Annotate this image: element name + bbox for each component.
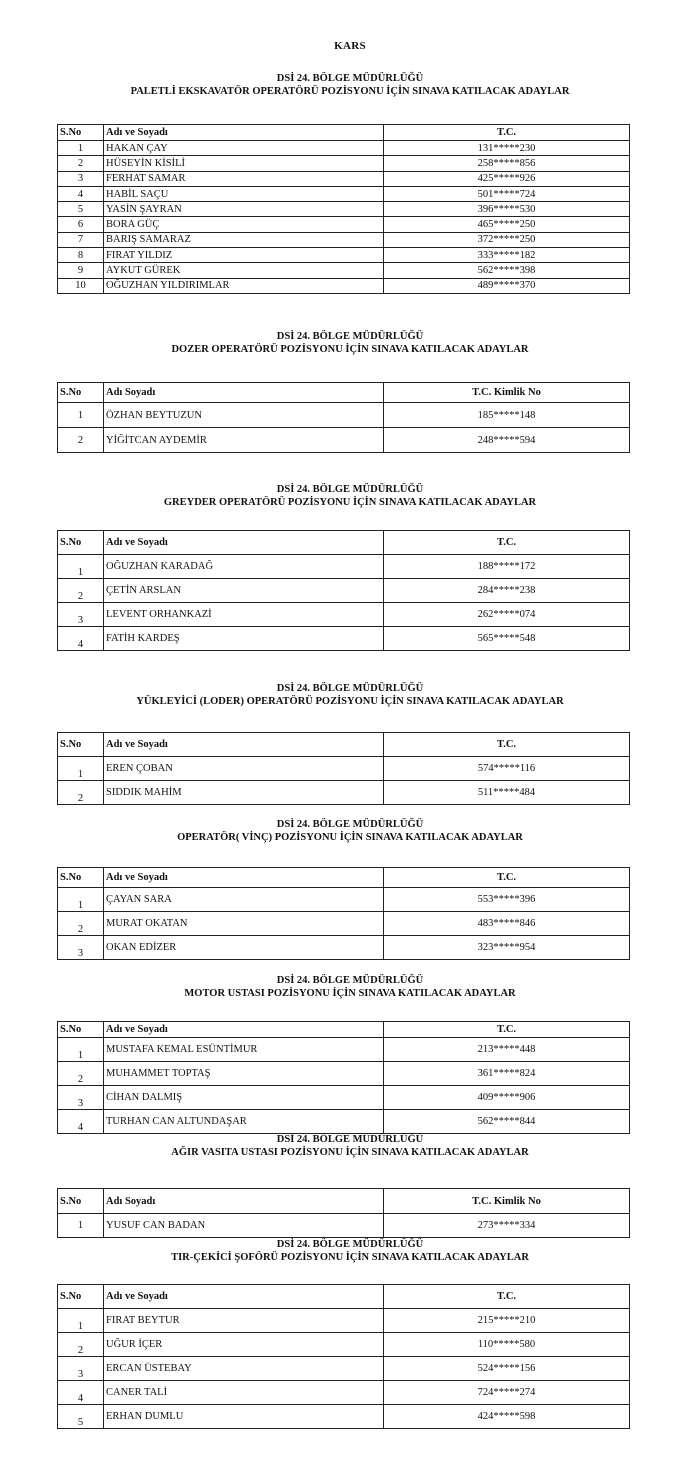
candidate-id: 262*****074 [384,603,630,627]
page-title: KARS [334,40,366,52]
section-authority: DSİ 24. BÖLGE MÜDÜRLÜĞÜ [276,1239,424,1250]
row-number: 7 [58,232,104,247]
section-authority: DSİ 24. BÖLGE MÜDÜRLÜĞÜ [276,819,424,830]
row-number: 1 [58,888,104,912]
table-row [58,1405,630,1429]
row-number: 6 [58,217,104,232]
candidate-name: MUSTAFA KEMAL ESÜNTİMUR [104,1038,384,1062]
column-header-no: S.No [58,125,104,141]
candidate-table [57,867,630,960]
table-row [58,1086,630,1110]
candidate-name: OKAN EDİZER [104,936,384,960]
section-authority: DSİ 24. BÖLGE MÜDÜRLÜĞÜ [276,484,424,495]
table-row [58,202,630,217]
section-authority: DSİ 24. BÖLGE MÜDÜRLÜĞÜ [276,975,424,986]
candidate-name: UĞUR İÇER [104,1333,384,1357]
candidate-id: 273*****334 [384,1214,630,1238]
candidate-id: 425*****926 [384,171,630,186]
table-header-row [58,125,630,141]
table-header-row [58,1022,630,1038]
column-header-name: Adı ve Soyadı [104,531,384,555]
column-header-name: Adı ve Soyadı [104,1022,384,1038]
section-heading [0,974,700,1000]
table-row [58,1309,630,1333]
table-row [58,428,630,453]
row-number: 1 [58,141,104,156]
table-row [58,1357,630,1381]
row-number: 3 [58,936,104,960]
table-row [58,1038,630,1062]
column-header-no: S.No [58,868,104,888]
section-authority: DSİ 24. BÖLGE MÜDÜRLÜĞÜ [276,1134,424,1145]
candidate-id: 213*****448 [384,1038,630,1062]
candidate-name: YİĞİTCAN AYDEMİR [104,428,384,453]
table-row [58,156,630,171]
row-number: 4 [58,627,104,651]
row-number: 1 [58,1309,104,1333]
table-row [58,1062,630,1086]
row-number: 2 [58,781,104,805]
row-number: 2 [58,428,104,453]
table-row [58,217,630,232]
candidate-name: FATİH KARDEŞ [104,627,384,651]
column-header-name: Adı ve Soyadı [104,868,384,888]
column-header-no: S.No [58,531,104,555]
column-header-tc: T.C. Kimlik No [384,1189,630,1214]
section-heading [0,1133,700,1159]
section-position-title: TIR-ÇEKİCİ ŞOFÖRÜ POZİSYONU İÇİN SINAVA KATILACAK ADAYLAR [171,1252,529,1263]
candidate-id: 323*****954 [384,936,630,960]
table-row [58,232,630,247]
table-row [58,1110,630,1134]
candidate-name: CİHAN DALMIŞ [104,1086,384,1110]
candidate-name: FIRAT YILDIZ [104,248,384,263]
column-header-name: Adı ve Soyadı [104,733,384,757]
section-position-title: DOZER OPERATÖRÜ POZİSYONU İÇİN SINAVA KATILACAK ADAYLAR [171,344,529,355]
candidate-id: 465*****250 [384,217,630,232]
section-position-title: YÜKLEYİCİ (LODER) OPERATÖRÜ POZİSYONU İÇİN SINAVA KATILACAK ADAYLAR [136,696,564,707]
column-header-no: S.No [58,733,104,757]
section-position-title: AĞIR VASITA USTASI POZİSYONU İÇİN SINAVA KATILACAK ADAYLAR [171,1147,529,1158]
candidate-name: TURHAN CAN ALTUNDAŞAR [104,1110,384,1134]
candidate-id: 483*****846 [384,912,630,936]
candidate-table [57,124,630,294]
section-heading [0,483,700,509]
candidate-id: 248*****594 [384,428,630,453]
column-header-no: S.No [58,1022,104,1038]
candidate-name: ERCAN ÜSTEBAY [104,1357,384,1381]
row-number: 1 [58,555,104,579]
table-header-row [58,733,630,757]
table-row [58,278,630,293]
candidate-id: 524*****156 [384,1357,630,1381]
candidate-name: YUSUF CAN BADAN [104,1214,384,1238]
candidate-id: 185*****148 [384,403,630,428]
table-row [58,781,630,805]
section-position-title: PALETLİ EKSKAVATÖR OPERATÖRÜ POZİSYONU İÇİN SINAVA KATILACAK ADAYLAR [130,86,570,97]
candidate-name: FIRAT BEYTUR [104,1309,384,1333]
table-header-row [58,1285,630,1309]
candidate-id: 574*****116 [384,757,630,781]
column-header-tc: T.C. [384,531,630,555]
candidate-id: 511*****484 [384,781,630,805]
candidate-name: OĞUZHAN YILDIRIMLAR [104,278,384,293]
column-header-tc: T.C. [384,868,630,888]
row-number: 4 [58,1381,104,1405]
column-header-tc: T.C. Kimlik No [384,383,630,403]
row-number: 4 [58,186,104,201]
row-number: 1 [58,757,104,781]
section-heading [0,818,700,844]
candidate-table [57,1188,630,1238]
candidate-id: 131*****230 [384,141,630,156]
candidate-id: 562*****844 [384,1110,630,1134]
candidate-id: 188*****172 [384,555,630,579]
candidate-id: 258*****856 [384,156,630,171]
section-position-title: OPERATÖR( VİNÇ) POZİSYONU İÇİN SINAVA KATILACAK ADAYLAR [177,832,523,843]
candidate-table [57,732,630,805]
candidate-id: 424*****598 [384,1405,630,1429]
row-number: 3 [58,1357,104,1381]
candidate-name: CANER TALİ [104,1381,384,1405]
column-header-name: Adı ve Soyadı [104,1285,384,1309]
candidate-id: 724*****274 [384,1381,630,1405]
candidate-table [57,1021,630,1134]
row-number: 1 [58,1214,104,1238]
column-header-tc: T.C. [384,125,630,141]
table-row [58,248,630,263]
candidate-name: AYKUT GÜREK [104,263,384,278]
row-number: 1 [58,1038,104,1062]
section-authority: DSİ 24. BÖLGE MÜDÜRLÜĞÜ [276,683,424,694]
candidate-name: MURAT OKATAN [104,912,384,936]
table-row [58,888,630,912]
section-heading [0,330,700,356]
section-heading [0,682,700,708]
candidate-id: 333*****182 [384,248,630,263]
row-number: 2 [58,579,104,603]
row-number: 8 [58,248,104,263]
table-row [58,403,630,428]
candidate-name: ÇETİN ARSLAN [104,579,384,603]
candidate-id: 553*****396 [384,888,630,912]
table-header-row [58,383,630,403]
column-header-name: Adı Soyadı [104,1189,384,1214]
row-number: 9 [58,263,104,278]
row-number: 5 [58,202,104,217]
table-row [58,1214,630,1238]
candidate-name: YASİN ŞAYRAN [104,202,384,217]
table-header-row [58,1189,630,1214]
row-number: 2 [58,1333,104,1357]
candidate-id: 110*****580 [384,1333,630,1357]
section-heading [0,72,700,98]
column-header-no: S.No [58,1285,104,1309]
table-row [58,171,630,186]
candidate-name: EREN ÇOBAN [104,757,384,781]
section-position-title: GREYDER OPERATÖRÜ POZİSYONU İÇİN SINAVA KATILACAK ADAYLAR [163,497,537,508]
table-row [58,603,630,627]
table-row [58,263,630,278]
candidate-name: BARIŞ SAMARAZ [104,232,384,247]
candidate-name: ERHAN DUMLU [104,1405,384,1429]
table-header-row [58,531,630,555]
candidate-name: HABİL SAÇU [104,186,384,201]
candidate-name: FERHAT SAMAR [104,171,384,186]
row-number: 10 [58,278,104,293]
candidate-name: SIDDIK MAHİM [104,781,384,805]
section-heading [0,1238,700,1264]
table-row [58,936,630,960]
section-authority: DSİ 24. BÖLGE MÜDÜRLÜĞÜ [276,73,424,84]
table-row [58,757,630,781]
column-header-name: Adı Soyadı [104,383,384,403]
row-number: 5 [58,1405,104,1429]
candidate-name: HAKAN ÇAY [104,141,384,156]
candidate-table [57,530,630,651]
section-authority: DSİ 24. BÖLGE MÜDÜRLÜĞÜ [276,331,424,342]
table-row [58,141,630,156]
candidate-name: LEVENT ORHANKAZİ [104,603,384,627]
table-row [58,912,630,936]
candidate-name: BORA GÜÇ [104,217,384,232]
candidate-id: 215*****210 [384,1309,630,1333]
row-number: 2 [58,1062,104,1086]
candidate-id: 562*****398 [384,263,630,278]
table-row [58,579,630,603]
column-header-no: S.No [58,1189,104,1214]
candidate-name: ÇAYAN SARA [104,888,384,912]
candidate-name: HÜSEYİN KİSİLİ [104,156,384,171]
candidate-id: 361*****824 [384,1062,630,1086]
row-number: 1 [58,403,104,428]
candidate-id: 489*****370 [384,278,630,293]
candidate-id: 565*****548 [384,627,630,651]
column-header-tc: T.C. [384,1022,630,1038]
candidate-id: 409*****906 [384,1086,630,1110]
row-number: 3 [58,171,104,186]
candidate-table [57,1284,630,1429]
row-number: 2 [58,912,104,936]
candidate-id: 501*****724 [384,186,630,201]
column-header-tc: T.C. [384,733,630,757]
column-header-name: Adı ve Soyadı [104,125,384,141]
candidate-table [57,382,630,453]
table-row [58,627,630,651]
table-row [58,186,630,201]
row-number: 4 [58,1110,104,1134]
candidate-id: 396*****530 [384,202,630,217]
row-number: 3 [58,603,104,627]
row-number: 2 [58,156,104,171]
table-row [58,1381,630,1405]
column-header-no: S.No [58,383,104,403]
column-header-tc: T.C. [384,1285,630,1309]
table-header-row [58,868,630,888]
candidate-id: 372*****250 [384,232,630,247]
section-position-title: MOTOR USTASI POZİSYONU İÇİN SINAVA KATILACAK ADAYLAR [184,988,516,999]
table-row [58,1333,630,1357]
candidate-name: ÖZHAN BEYTUZUN [104,403,384,428]
candidate-name: OĞUZHAN KARADAĞ [104,555,384,579]
row-number: 3 [58,1086,104,1110]
candidate-name: MUHAMMET TOPTAŞ [104,1062,384,1086]
candidate-id: 284*****238 [384,579,630,603]
table-row [58,555,630,579]
